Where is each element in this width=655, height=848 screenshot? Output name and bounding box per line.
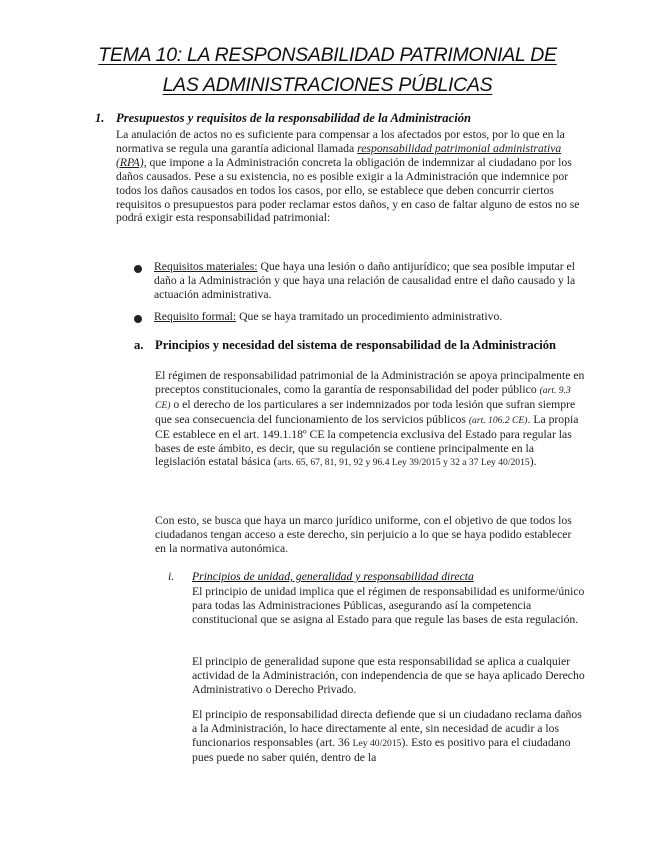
para-text: . La propia CE establece en el art. 149.1.18º CE la competencia exclusiva del Estado para regular las bases de este ámbito, es decir, que su regulación se contiene principalmente en la legislación estatal básica ( [155, 412, 579, 469]
title-line-1: TEMA 10: LA RESPONSABILIDAD PATRIMONIAL DE [98, 44, 557, 66]
bullet-label: Requisito formal: [154, 310, 237, 323]
article-reference: (art. 9.3 CE) [155, 384, 571, 411]
section-i-title: Principios de unidad, generalidad y responsabilidad directa [192, 570, 474, 583]
bullet-label: Requisitos materiales: [154, 260, 258, 273]
bullet-dot [134, 265, 142, 273]
bullet-item-material [154, 260, 590, 302]
bullet-item-formal [154, 310, 590, 324]
section-1-paragraph [116, 128, 588, 225]
section-i-paragraph-1: El principio de unidad implica que el régimen de responsabilidad es uniforme/único para todas las Administraciones Públicas, asegurando así la competencia constitucional que se asigna al Estado para que regule las bases de esta regulación. [192, 585, 585, 626]
para-text: El régimen de responsabilidad patrimonial de la Administración se apoya principalmente en preceptos constitucionales, como la garantía de responsabilidad del poder público [155, 369, 585, 396]
para-text: ). [529, 455, 537, 469]
law-reference: Ley 40/2015 [352, 737, 402, 749]
section-a-number: a. [134, 338, 144, 352]
law-reference: arts. 65, 67, 81, 91, 92 y 96.4 Ley 39/2015 y 32 a 37 Ley 40/2015 [277, 457, 530, 469]
section-a-heading [134, 338, 594, 353]
para-text: ). Esto es positivo para el ciudadano pues puede no saber quién, dentro de la [192, 735, 571, 764]
para-text: o el derecho de los particulares a ser indemnizados por toda lesión que sufran siempre que sea consecuencia del funcionamiento de los servicios públicos [155, 397, 576, 426]
section-1-number: 1. [95, 111, 105, 125]
section-1-heading [95, 111, 595, 125]
section-i-paragraph-3 [192, 708, 586, 765]
bullet-text: Que haya una lesión o daño antijurídico; que sea posible imputar el daño a la Administración y que haya una relación de causalidad entre el daño causado y la actuación administrativa. [154, 260, 576, 301]
section-i-heading [168, 570, 588, 584]
section-i-paragraph-2: El principio de generalidad supone que esta responsabilidad se aplica a cualquier actividad de la Administración, con independencia de que se haya aplicado Derecho Administrativo o Derecho Privado. [192, 655, 585, 696]
title-line-2: LAS ADMINISTRACIONES PÚBLICAS [162, 74, 493, 96]
para-text: El principio de responsabilidad directa defiende que si un ciudadano reclama daños a la Administración, lo hace directamente al ente, sin necesidad de acudir a los funcionarios responsables (art. 36 [192, 708, 582, 749]
bullet-text: Que se haya tramitado un procedimiento administrativo. [236, 310, 503, 323]
section-1-title: Presupuestos y requisitos de la responsabilidad de la Administración [116, 111, 471, 125]
bullet-dot [134, 315, 142, 323]
section-a-paragraph-1 [155, 369, 585, 470]
para-text: que impone a la Administración concreta la obligación de indemnizar al ciudadano por los daños causados. Pese a su existencia, no es posible exigir a la Administración que indemnice por todos los daños causados en todos los casos, por ello, se establece que deben concurrir ciertos requisitos o presupuestos para poder reclamar estos daños, y en caso de faltar alguno de estos no se podrá exigir esta responsabilidad patrimonial: [116, 155, 580, 225]
section-i-number: i. [168, 570, 175, 583]
para-text: La anulación de actos no es suficiente para compensar a los afectados por estos, por lo que en la normativa se regula una garantía adicional llamada [116, 128, 565, 155]
section-a-paragraph-2: Con esto, se busca que haya un marco jurídico uniforme, con el objetivo de que todos los ciudadanos tengan acceso a este derecho, sin perjuicio a lo que se haya podido establecer en la normativa autonómica. [155, 514, 572, 555]
section-a-title: Principios y necesidad del sistema de responsabilidad de la Administración [155, 338, 557, 352]
document-title [60, 40, 595, 100]
rpa-term: responsabilidad patrimonial administrativa (RPA), [116, 141, 562, 169]
article-reference: (art. 106.2 CE) [468, 414, 528, 426]
